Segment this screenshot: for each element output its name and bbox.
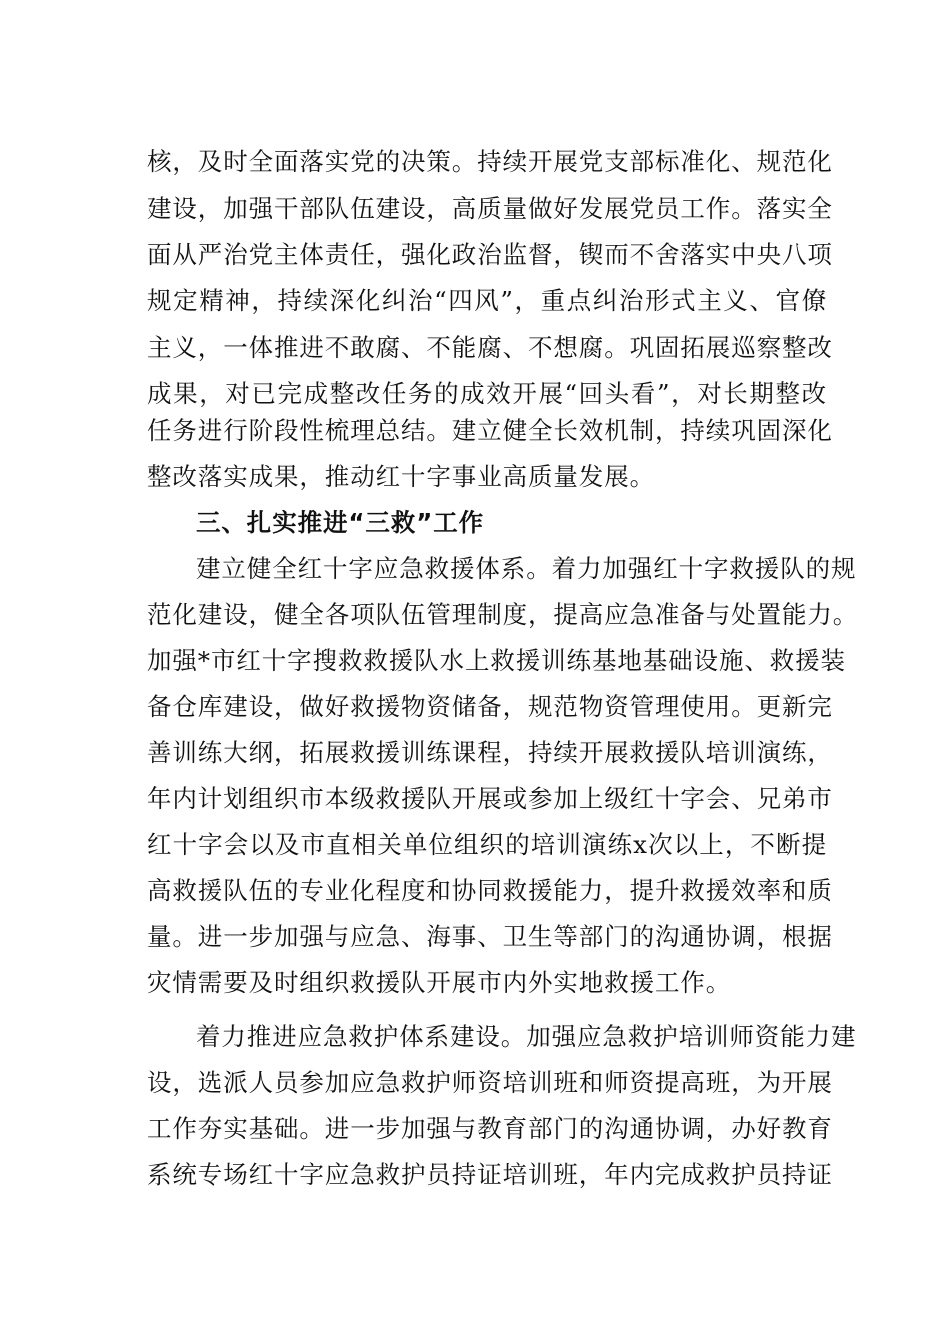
paragraph-line: 建立健全红十字应急救援体系。着力加强红十字救援队的规 [196, 554, 857, 583]
paragraph-line: 备仓库建设，做好救援物资储备，规范物资管理使用。更新完 [147, 692, 833, 721]
paragraph-line: 主义，一体推进不敢腐、不能腐、不想腐。巩固拓展巡察整改 [147, 333, 833, 362]
paragraph-line: 着力推进应急救护体系建设。加强应急救护培训师资能力建 [196, 1022, 857, 1051]
paragraph-line: 加强*市红十字搜救救援队水上救援训练基地基础设施、救援装 [147, 646, 846, 675]
paragraph-line: 任务进行阶段性梳理总结。建立健全长效机制，持续巩固深化 [147, 416, 833, 445]
paragraph-line: 年内计划组织市本级救援队开展或参加上级红十字会、兄弟市 [147, 784, 833, 813]
paragraph-line: 建设，加强干部队伍建设，高质量做好发展党员工作。落实全 [147, 194, 833, 223]
paragraph-line: 设，选派人员参加应急救护师资培训班和师资提高班，为开展 [147, 1068, 833, 1097]
paragraph-line: 成果，对已完成整改任务的成效开展“回头看”，对长期整改 [147, 379, 827, 408]
paragraph-line: 系统专场红十字应急救护员持证培训班，年内完成救护员持证 [147, 1160, 833, 1189]
section-heading: 三、扎实推进“三救”工作 [196, 508, 485, 537]
paragraph-line: 工作夯实基础。进一步加强与教育部门的沟通协调，办好教育 [147, 1114, 833, 1143]
paragraph-line: 善训练大纲，拓展救援训练课程，持续开展救援队培训演练， [147, 738, 833, 767]
paragraph-line: 红十字会以及市直相关单位组织的培训演练x次以上，不断提 [147, 830, 827, 859]
paragraph-line: 整改落实成果，推动红十字事业高质量发展。 [147, 462, 655, 491]
paragraph-line: 高救援队伍的专业化程度和协同救援能力，提升救援效率和质 [147, 876, 833, 905]
paragraph-line: 面从严治党主体责任，强化政治监督，锲而不舍落实中央八项 [147, 240, 833, 269]
paragraph-line: 灾情需要及时组织救援队开展市内外实地救援工作。 [147, 968, 732, 997]
paragraph-line: 范化建设，健全各项队伍管理制度，提高应急准备与处置能力。 [147, 600, 859, 629]
paragraph-line: 核，及时全面落实党的决策。持续开展党支部标准化、规范化 [147, 147, 833, 176]
paragraph-line: 量。进一步加强与应急、海事、卫生等部门的沟通协调，根据 [147, 922, 833, 951]
paragraph-line: 规定精神，持续深化纠治“四风”，重点纠治形式主义、官僚 [147, 286, 827, 315]
